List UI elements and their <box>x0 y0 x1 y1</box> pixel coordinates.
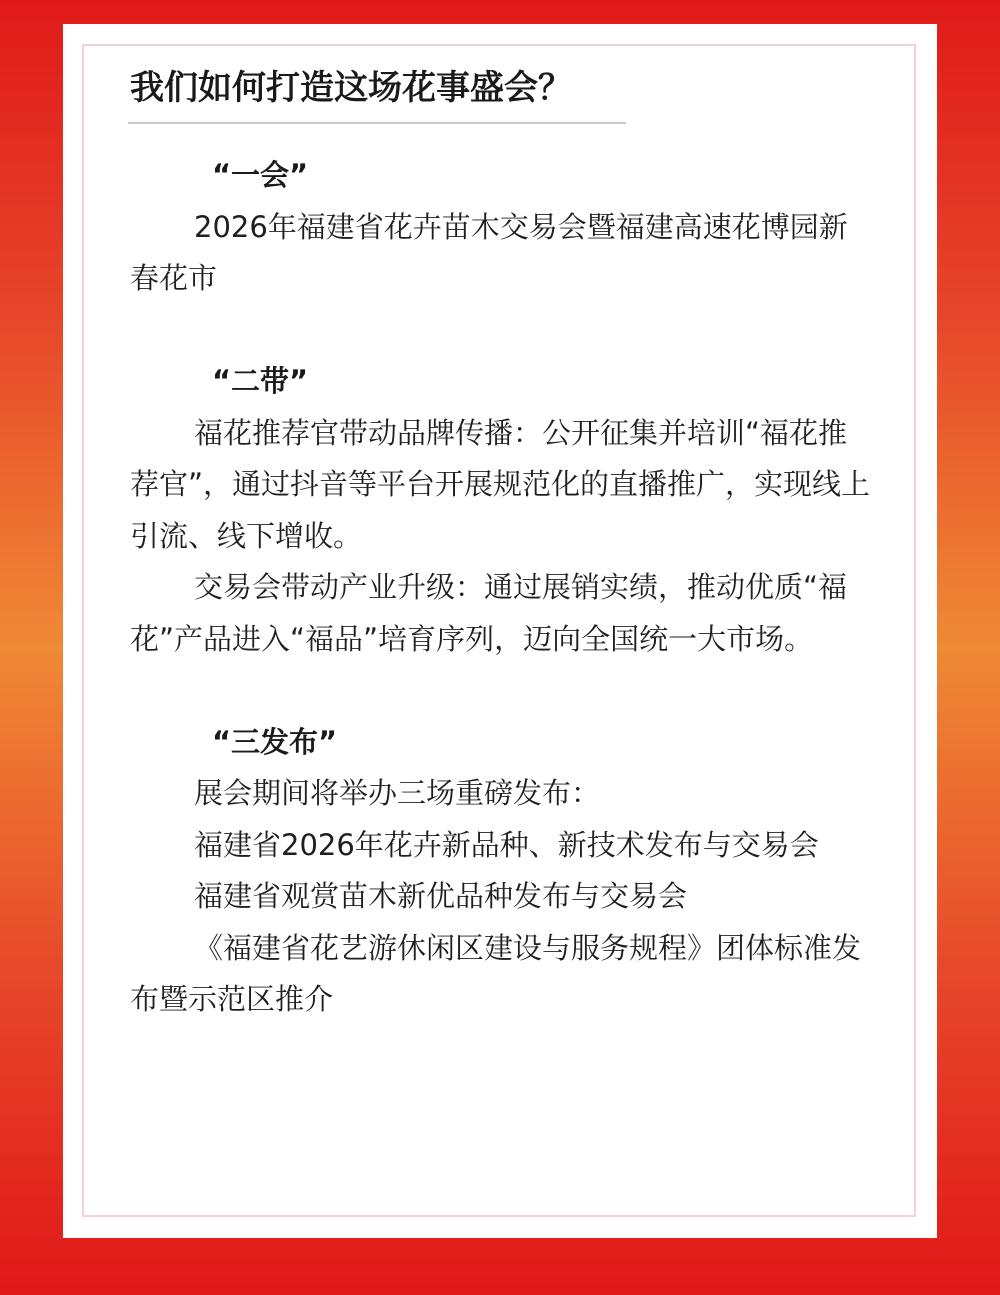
page-title: 我们如何打造这场花事盛会？ <box>130 68 572 108</box>
section-yihui <box>130 150 875 305</box>
section-title: “三发布” <box>212 724 338 759</box>
section-title: “二带” <box>212 364 309 398</box>
section-sanfabu <box>130 717 875 1026</box>
section-erdai <box>130 356 875 665</box>
paragraph: 福建省2026年花卉新品种、新技术发布与交易会 <box>194 827 819 862</box>
section-title: “一会” <box>212 158 309 192</box>
paragraph: 福花推荐官带动品牌传播：公开征集并培训“福花推荐官”，通过抖音等平台开展规范化的直播推广，实现线上引流、线下增收。 <box>130 415 871 553</box>
paragraph: 《福建省花艺游休闲区建设与服务规程》团体标准发布暨示范区推介 <box>130 930 862 1016</box>
paragraph: 2026年福建省花卉苗木交易会暨福建高速花博园新春花市 <box>130 209 848 295</box>
section-spacer <box>130 665 875 717</box>
article-body <box>130 150 875 1026</box>
title-divider <box>128 122 626 124</box>
paragraph: 展会期间将举办三场重磅发布： <box>194 776 601 810</box>
section-spacer <box>130 305 875 357</box>
paragraph: 福建省观赏苗木新优品种发布与交易会 <box>194 879 688 913</box>
paragraph: 交易会带动产业升级：通过展销实绩，推动优质“福花”产品进入“福品”培育序列，迈向全国统一大市场。 <box>130 570 848 656</box>
